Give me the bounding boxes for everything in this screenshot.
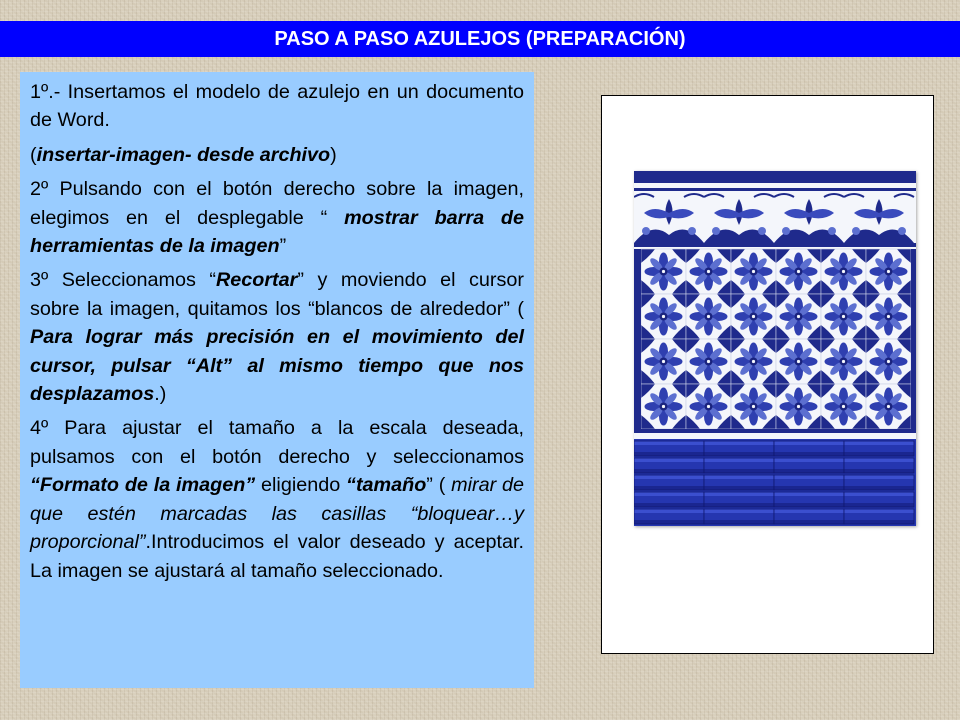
step-3-mid: ” y moviendo el cursor sobre la imagen, quitamos los “blancos de alrededor” ( <box>30 269 524 320</box>
step-4-post: .Introducimos el valor deseado y aceptar. La imagen se ajustará al tamaño seleccionado. <box>30 531 524 582</box>
instructions-panel <box>20 72 534 688</box>
step-4 <box>30 414 524 584</box>
step-2-pre: 2º Pulsando con el botón derecho sobre la imagen, elegimos en el desplegable “ <box>30 178 524 229</box>
tile-image-frame <box>601 95 934 654</box>
step-4-mid2: ” ( <box>426 474 452 497</box>
step-4-option: “tamaño <box>346 474 427 497</box>
step-3 <box>30 266 524 408</box>
step-1-note-open: ( <box>30 143 37 166</box>
step-1-text: 1º.- Insertamos el modelo de azulejo en un documento de Word. <box>30 81 524 132</box>
step-3-tip: Para lograr más precisión en el movimiento del cursor, pulsar “Alt” al mismo tiempo que nos desplazamos <box>30 326 524 406</box>
step-2-post: ” <box>279 235 287 258</box>
step-1-note-command: insertar-imagen- desde archivo <box>36 143 331 166</box>
step-3-post: .) <box>154 383 167 406</box>
step-4-checkbox-note: mirar de que estén marcadas las casillas “bloquear…y proporcional” <box>30 474 524 554</box>
step-4-command: “Formato de la imagen” <box>30 474 256 497</box>
step-1 <box>30 78 524 135</box>
page-title: PASO A PASO AZULEJOS (PREPARACIÓN) <box>0 21 960 57</box>
step-3-command: Recortar <box>215 269 298 292</box>
step-3-pre: 3º Seleccionamos “ <box>30 269 216 292</box>
step-4-mid1: eligiendo <box>255 474 347 497</box>
step-2 <box>30 175 524 260</box>
azulejo-tile-image <box>634 171 916 526</box>
step-4-pre: 4º Para ajustar el tamaño a la escala deseada, pulsamos con el botón derecho y seleccionamos <box>30 417 524 468</box>
step-1-note <box>30 141 524 169</box>
step-1-note-close: ) <box>330 143 337 166</box>
step-2-command: mostrar barra de herramientas de la imagen <box>30 206 524 258</box>
